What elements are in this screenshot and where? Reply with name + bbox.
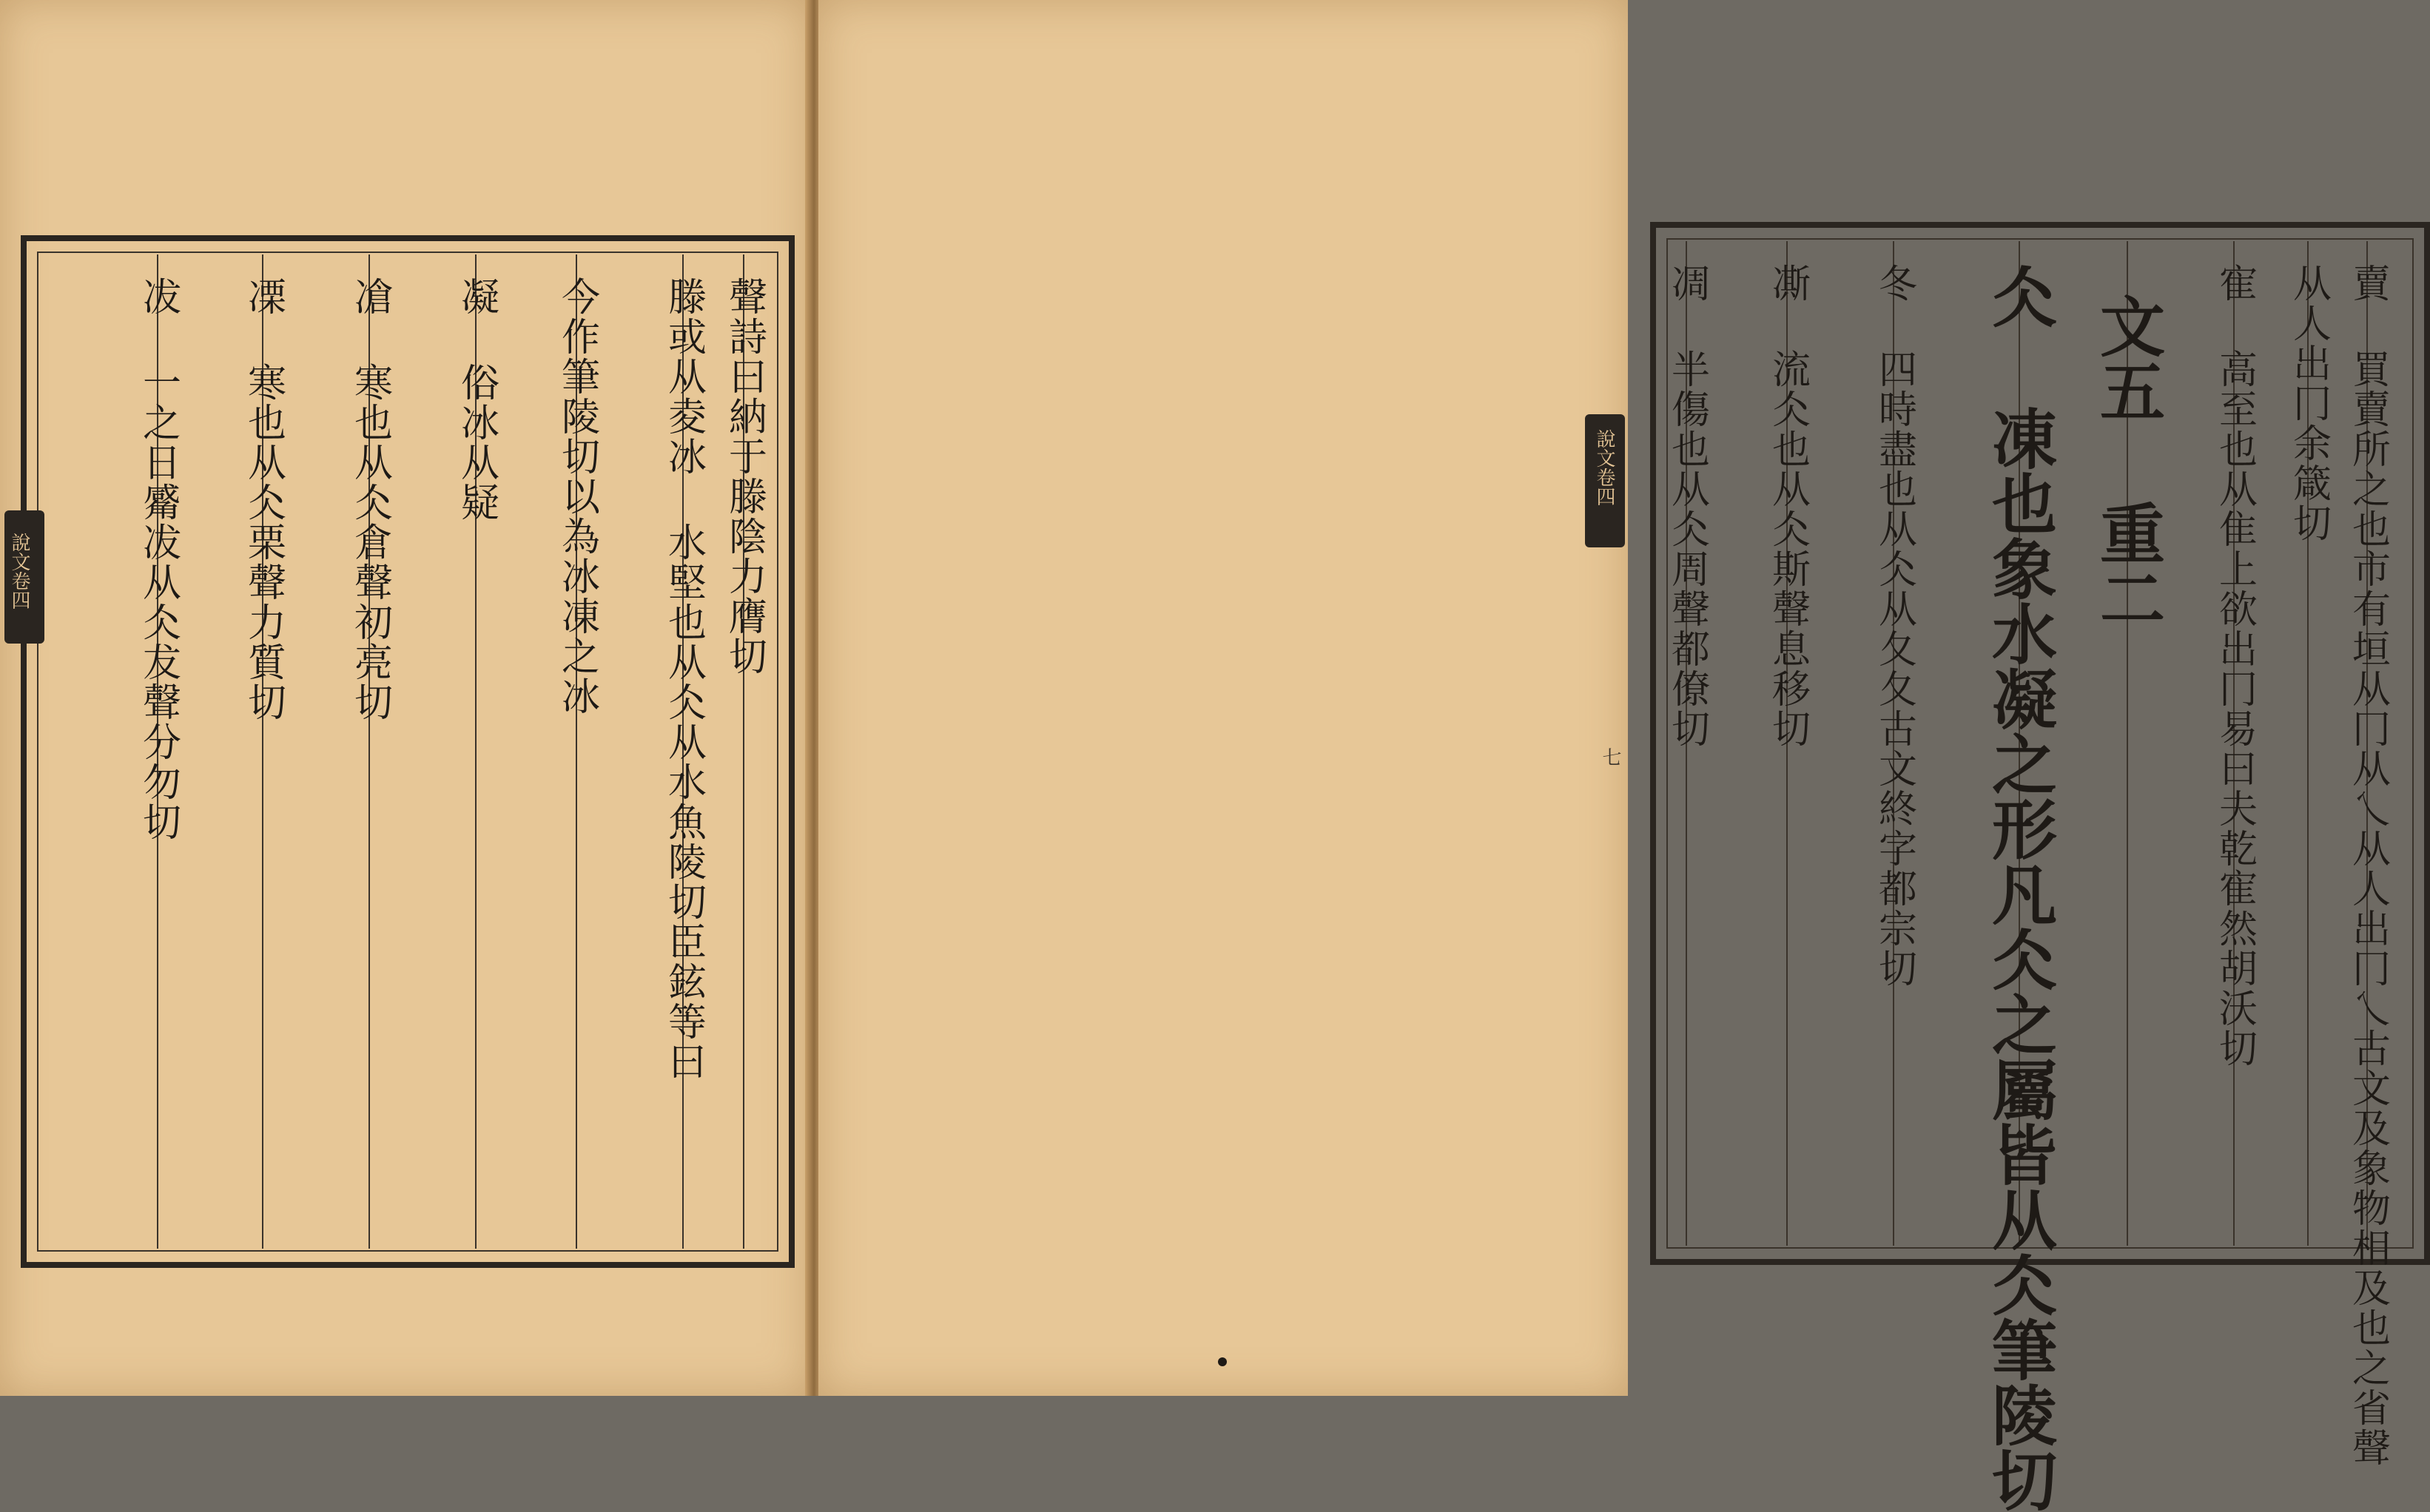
left-column-4 [454, 254, 499, 1249]
left-column-7 [135, 254, 181, 1249]
right-column-5-text: 仌 凍也象水凝之形凡仌之屬皆从仌筆陵切 [1982, 263, 2059, 1512]
left-column-7-text: 冹 一之日觱冹从仌犮聲分勿切 [135, 277, 181, 842]
left-column-5-text: 凔 寒也从仌倉聲初亮切 [347, 277, 392, 722]
right-column-8-text: 凋 半傷也从仌周聲都僚切 [1664, 263, 1709, 749]
right-column-4-text: 文五 重二 [2090, 293, 2167, 630]
left-column-1 [721, 254, 767, 1249]
right-column-7-text: 凘 流仌也从仌斯聲息移切 [1765, 263, 1810, 749]
right-column-7 [1765, 241, 1810, 1246]
right-column-1-text: 賣 買賣所之也市有垣从冂从乀从人出冂乀古文及象物相及也之省聲 [2345, 263, 2390, 1468]
right-column-2 [2286, 241, 2331, 1246]
right-column-6-text: 冬 四時盡也从仌从夂夂古文終字都宗切 [1871, 263, 1916, 988]
left-column-4-text: 凝 俗冰从疑 [454, 277, 499, 522]
left-column-3-text: 今作筆陵切以為冰凍之冰 [554, 277, 599, 716]
right-column-6 [1871, 241, 1916, 1246]
right-column-5 [1982, 241, 2059, 1512]
left-text-frame [21, 235, 795, 1268]
left-column-1-text: 聲詩曰納于滕陰力膺切 [721, 277, 767, 676]
right-column-4 [2090, 241, 2167, 1246]
left-column-6-text: 凓 寒也从仌栗聲力質切 [240, 277, 286, 722]
folio-number: 七 [1599, 747, 1621, 766]
right-column-1 [2345, 241, 2390, 1468]
left-column-5 [347, 254, 392, 1249]
right-text-frame [1650, 222, 2430, 1512]
left-column-2-text: 滕或从夌冰 水堅也从仌从水魚陵切臣鉉等曰 [661, 277, 706, 1081]
right-column-8 [1664, 241, 1709, 1246]
left-column-2 [661, 254, 706, 1249]
binding-hole [1218, 1357, 1227, 1366]
left-gutter-title: 說文卷四 [8, 533, 30, 610]
left-page [0, 0, 810, 1396]
right-column-3 [2212, 241, 2257, 1246]
right-column-2-text: 从人出冂余箴切 [2286, 263, 2331, 543]
left-column-3 [554, 254, 599, 1249]
right-page [818, 0, 2390, 1512]
left-column-6 [240, 254, 286, 1249]
right-gutter-title: 說文卷四 [1593, 429, 1615, 506]
right-column-3-text: 寉 高至也从隹上欲出冂易曰夫乾寉然胡沃切 [2212, 263, 2257, 1068]
